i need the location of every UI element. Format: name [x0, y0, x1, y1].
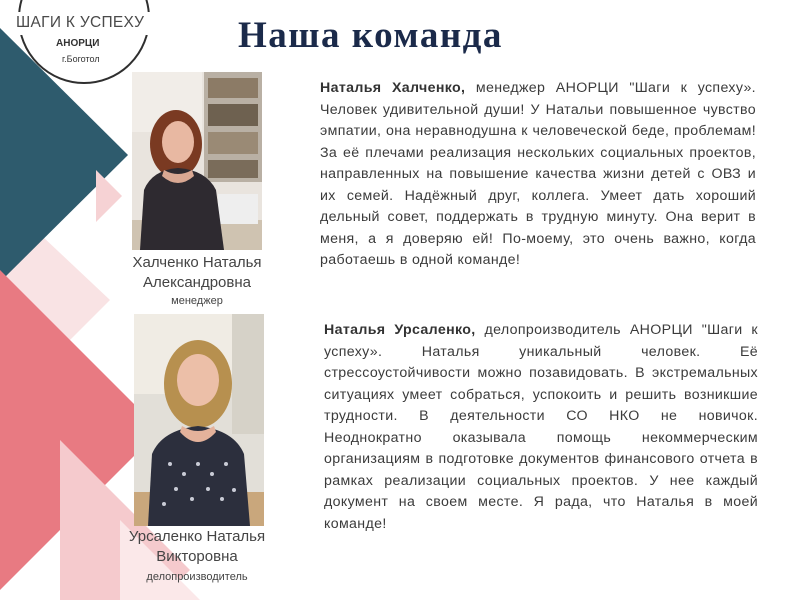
logo-org-text: АНОРЦИ [56, 38, 100, 49]
bio-name: Наталья Урсаленко, [324, 322, 476, 338]
member-name-khalchenko [107, 253, 287, 293]
member-photo-khalchenko [132, 72, 262, 250]
logo-city-text: г.Боготол [62, 54, 100, 64]
member-bio-ursalenko [324, 320, 758, 535]
member-name-ursalenko [107, 527, 287, 567]
bio-text: менеджер АНОРЦИ "Шаги к успеху». Человек удивительной души! У Натальи повышенное чувство эмпатии, она неравнодушна к человеческой беде, проблемам! За её плечами реализация нескольких социальных проектов, направленных на повышение качества жизни детей с ОВЗ и их семей. Надёжный друг, коллега. Умеет дать хороший дельный совет, поддержать в трудную минуту. Она верит в меня, а я доверяю ей! По-моему, это очень важно, когда работаешь в одной команде! [320, 80, 756, 268]
member-name-line2: Александровна [143, 274, 251, 291]
member-photo-ursalenko [134, 314, 264, 526]
page-title: Наша команда [238, 15, 503, 56]
logo-main-text: ШАГИ К УСПЕХУ [8, 12, 158, 35]
bio-text: делопроизводитель АНОРЦИ "Шаги к успеху». Наталья уникальный человек. Её стрессоустойчивости можно позавидовать. В экстремальных ситуациях умеет собраться, успокоить и решить возникшие трудности. В деятельности СО НКО не новичок. Неоднократно оказывала помощь некоммерческим организациям в подготовке документов финансового отчета в рамках реализации социальных проектов. У нее каждый документ на своем месте. Я рада, что Наталья в моей команде! [324, 322, 758, 532]
member-bio-khalchenko [320, 78, 756, 272]
member-role-khalchenko: менеджер [171, 295, 223, 307]
bio-name: Наталья Халченко, [320, 80, 466, 96]
member-name-line1: Халченко Наталья [132, 254, 262, 271]
member-name-line1: Урсаленко Наталья [128, 528, 266, 545]
member-role-ursalenko: делопроизводитель [146, 571, 248, 583]
decor-small-pink-diamond [96, 170, 122, 222]
member-name-line2: Викторовна [156, 548, 238, 565]
